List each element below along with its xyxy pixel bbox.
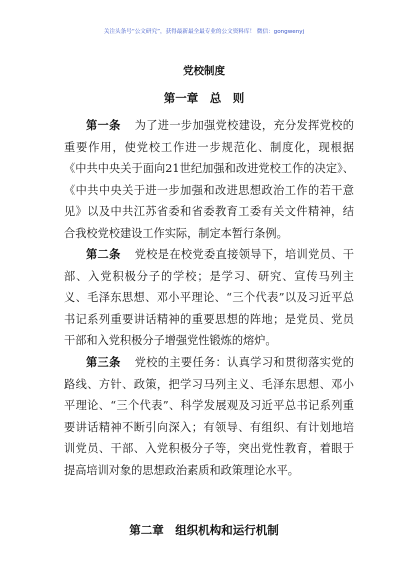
- article-label: 第三条: [86, 356, 121, 369]
- article-paragraph: [64, 115, 354, 244]
- article-paragraph: [64, 352, 354, 481]
- article-paragraph: [64, 244, 354, 352]
- article-label: 第一条: [86, 119, 121, 132]
- article-text: 党校的主要任务：认真学习和贯彻落实党的路线、方针、政策，把学习马列主义、毛泽东思想、邓小平理论、“三个代表”、科学发展观及习近平总书记系列重要讲话精神不断引向深入；有领导、有组织、有计划地培训党员、干部、入党积极分子等，突出党性教育，着眼于提高培训对象的思想政治素质和政策理论水平。: [64, 356, 354, 477]
- article-label: 第二条: [86, 248, 121, 261]
- chapter-heading-general: 第一章 总 则: [163, 91, 245, 105]
- article-text: 为了进一步加强党校建设，充分发挥党校的重要作用，使党校工作进一步规范化、制度化，现根据《中共中央关于面向21世纪加强和改进党校工作的决定》、《中共中央关于进一步加强和改进思想政治工作的若干意见》以及中共江苏省委和省委教育工委有关文件精神，结合我校党校建设工作实际，制定本暂行条例。: [64, 119, 354, 240]
- promo-banner[interactable]: 关注头条号“公文研究”，获得最新最全最专业的公文资料库！ 微信：gongwenyj: [103, 29, 305, 35]
- chapter-heading-organization: 第二章 组织机构和运行机制: [129, 523, 279, 537]
- article-text: 党校是在校党委直接领导下，培训党员、干部、入党积极分子的学校；是学习、研究、宣传马列主义、毛泽东思想、邓小平理论、“三个代表”以及习近平总书记系列重要讲话精神的重要思想的阵地；是党员、党员干部和入党积极分子增强党性锻炼的熔炉。: [64, 248, 354, 347]
- document-title: 党校制度: [183, 65, 225, 77]
